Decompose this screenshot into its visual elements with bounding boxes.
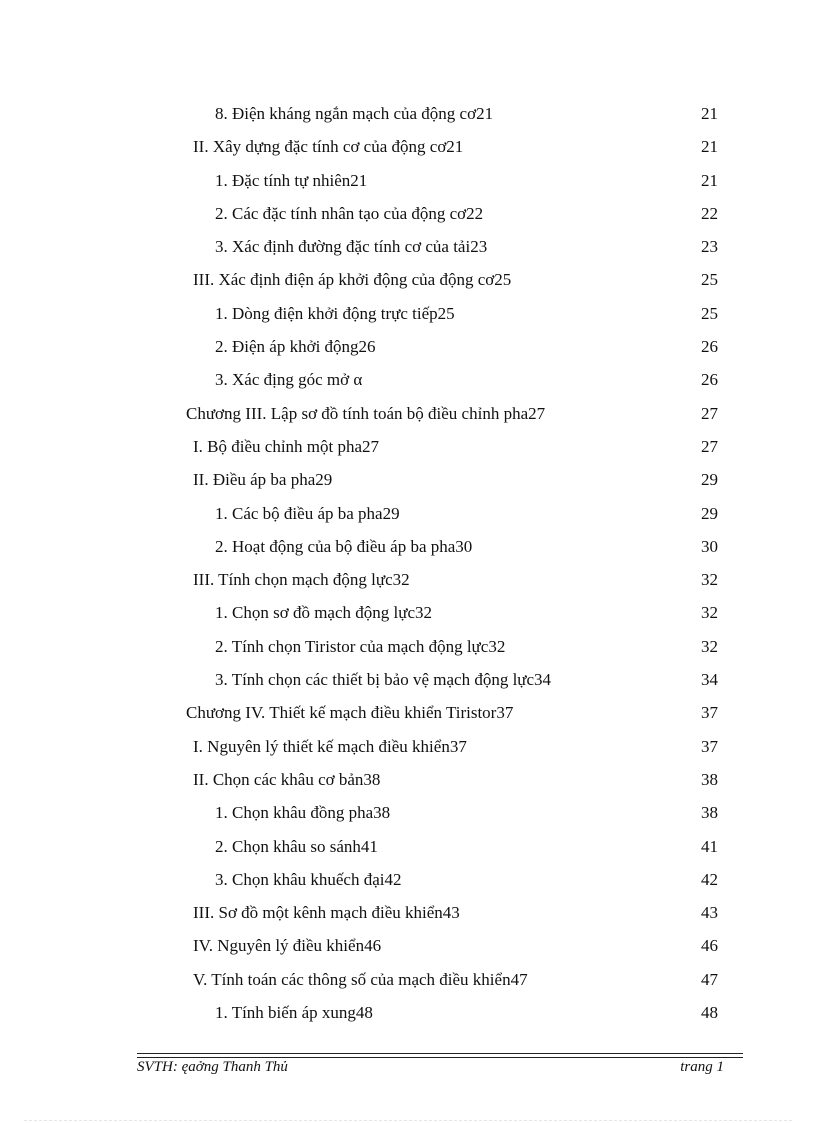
toc-entry-title: 8. Điện kháng ngắn mạch của động cơ21 — [215, 104, 494, 123]
toc-entry-title: III. Sơ đồ một kênh mạch điều khiển43 — [193, 903, 460, 923]
toc-entry-page: 30 — [701, 536, 718, 556]
toc-entry[interactable] — [0, 164, 816, 197]
toc-entry[interactable] — [0, 630, 816, 663]
toc-entry-title: Chương III. Lập sơ đồ tính toán bộ điều chỉnh pha27 — [186, 403, 546, 423]
toc-entry-title: 2. Chọn khâu so sánh41 — [215, 836, 378, 856]
toc-entry-title: II. Xây dựng đặc tính cơ của động cơ21 — [193, 137, 464, 157]
toc-entry-page: 32 — [701, 636, 718, 656]
toc-entry-page: 47 — [701, 969, 718, 989]
toc-entry-title: 3. Chọn khâu khuếch đại42 — [215, 869, 402, 889]
toc-entry-title: 1. Các bộ điều áp ba pha29 — [215, 503, 400, 523]
toc-entry-title: 1. Đặc tính tự nhiên21 — [215, 170, 368, 190]
toc-entry[interactable] — [0, 530, 816, 563]
toc-entry[interactable] — [0, 263, 816, 296]
toc-entry[interactable] — [0, 963, 816, 996]
toc-entry-page: 41 — [701, 836, 718, 856]
toc-entry-title: 2. Các đặc tính nhân tạo của động cơ22 — [215, 203, 484, 223]
toc-entry-page: 26 — [701, 337, 718, 357]
toc-entry-page: 22 — [701, 203, 718, 223]
toc-entry-page: 43 — [701, 903, 718, 923]
toc-entry-title: 3. Tính chọn các thiết bị bảo vệ mạch động lực34 — [215, 670, 552, 690]
toc-entry-title: 1. Chọn sơ đồ mạch động lực32 — [215, 603, 432, 623]
toc-entry[interactable] — [0, 230, 816, 263]
toc-entry[interactable] — [0, 297, 816, 330]
toc-entry-page: 34 — [701, 670, 718, 690]
toc-entry-page: 46 — [701, 936, 718, 956]
toc-entry[interactable] — [0, 596, 816, 629]
toc-entry-page: 21 — [701, 104, 718, 123]
toc-entry[interactable] — [0, 929, 816, 962]
toc-entry-page: 26 — [701, 370, 718, 390]
toc-entry-title: 1. Chọn khâu đồng pha38 — [215, 803, 391, 823]
toc-entry-page: 42 — [701, 869, 718, 889]
toc-entry[interactable] — [0, 996, 816, 1029]
toc-entry-page: 23 — [701, 237, 718, 257]
toc-entry-page: 25 — [701, 303, 718, 323]
toc-entry[interactable] — [0, 663, 816, 696]
toc-entry-page: 29 — [701, 503, 718, 523]
toc-entry[interactable] — [0, 830, 816, 863]
toc-entry-page: 32 — [701, 603, 718, 623]
toc-entry-page: 29 — [701, 470, 718, 490]
toc-entry-page: 38 — [701, 769, 718, 789]
toc-entry[interactable] — [0, 763, 816, 796]
toc-entry-title: 2. Tính chọn Tiristor của mạch động lực32 — [215, 636, 506, 656]
toc-entry[interactable] — [0, 430, 816, 463]
toc-entry[interactable] — [0, 130, 816, 163]
footer-page-number: trang 1 — [680, 1059, 724, 1075]
page-edge-divider — [24, 1120, 792, 1121]
toc-entry[interactable] — [0, 497, 816, 530]
toc-entry-title: 3. Xác định đường đặc tính cơ của tải23 — [215, 237, 488, 257]
toc-entry-page: 37 — [701, 736, 718, 756]
toc-entry-title: 2. Hoạt động của bộ điều áp ba pha30 — [215, 536, 473, 556]
toc-entry[interactable] — [0, 463, 816, 496]
toc-entry-title: V. Tính toán các thông số của mạch điều khiển47 — [193, 969, 528, 989]
toc-entry-title: 1. Dòng điện khởi động trực tiếp25 — [215, 303, 455, 323]
toc-entry[interactable] — [0, 397, 816, 430]
toc-entry-page: 32 — [701, 570, 718, 590]
toc-entry-title: II. Chọn các khâu cơ bản38 — [193, 769, 381, 789]
toc-entry[interactable] — [0, 97, 816, 130]
toc-entry-title: 3. Xác địng góc mở α — [215, 370, 363, 390]
toc-entry-title: III. Xác định điện áp khởi động của động cơ25 — [193, 270, 512, 290]
toc-entry-title: I. Bộ điều chỉnh một pha27 — [193, 436, 380, 456]
toc-entry[interactable] — [0, 730, 816, 763]
toc-entry-page: 37 — [701, 703, 718, 723]
toc-entry[interactable] — [0, 796, 816, 829]
toc-entry[interactable] — [0, 863, 816, 896]
toc-entry-page: 48 — [701, 1003, 718, 1023]
toc-entry[interactable] — [0, 330, 816, 363]
table-of-contents — [0, 97, 816, 1029]
footer-author: SVTH: ęaởng Thanh Thủ — [137, 1059, 288, 1075]
toc-entry-page: 21 — [701, 170, 718, 190]
toc-entry-title: 2. Điện áp khởi động26 — [215, 337, 376, 357]
toc-entry[interactable] — [0, 696, 816, 729]
toc-entry[interactable] — [0, 363, 816, 396]
toc-entry-title: II. Điều áp ba pha29 — [193, 470, 333, 490]
toc-entry-title: Chương IV. Thiết kế mạch điều khiển Tiristor37 — [186, 703, 514, 723]
toc-entry-title: 1. Tính biến áp xung48 — [215, 1003, 373, 1023]
toc-entry-page: 38 — [701, 803, 718, 823]
toc-entry-title: I. Nguyên lý thiết kế mạch điều khiển37 — [193, 736, 467, 756]
toc-entry-title: III. Tính chọn mạch động lực32 — [193, 570, 410, 590]
toc-entry-page: 21 — [701, 137, 718, 157]
toc-entry[interactable] — [0, 197, 816, 230]
toc-entry-page: 25 — [701, 270, 718, 290]
toc-entry-page: 27 — [701, 436, 718, 456]
toc-entry[interactable] — [0, 896, 816, 929]
toc-entry-title: IV. Nguyên lý điều khiển46 — [193, 936, 382, 956]
toc-entry[interactable] — [0, 563, 816, 596]
toc-entry-page: 27 — [701, 403, 718, 423]
